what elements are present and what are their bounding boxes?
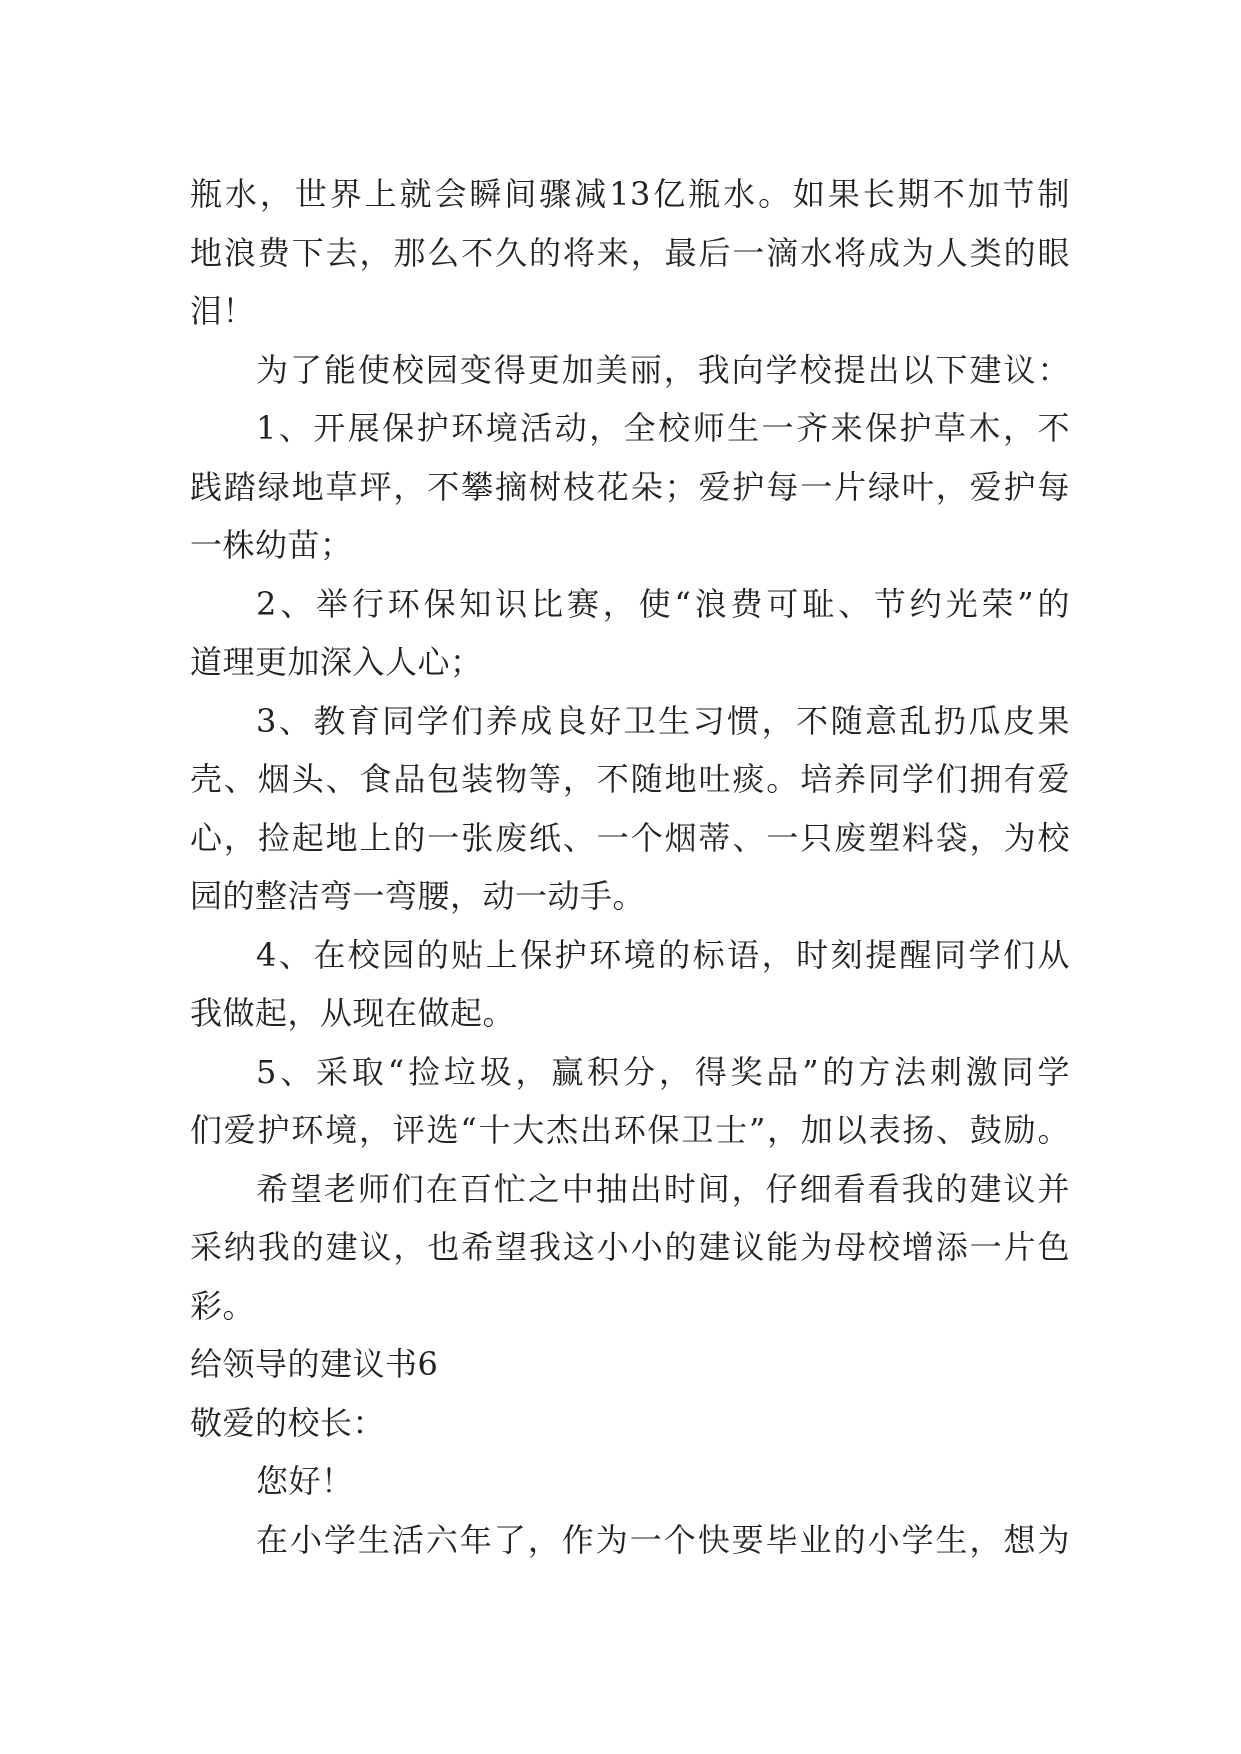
text-line: 道理更加深入人心； <box>190 643 483 681</box>
text-line: 一株幼苗； <box>190 526 353 564</box>
text-line: 壳、烟头、食品包装物等，不随地吐痰。培养同学们拥有爱 <box>190 760 1070 798</box>
salutation: 敬爱的校长： <box>190 1403 386 1442</box>
text-line: 们爱护环境，评选“十大杰出环保卫士”，加以表扬、鼓励。 <box>190 1111 1070 1149</box>
suggestion-4-line: 4、在校园的贴上保护环境的标语，时刻提醒同学们从 <box>256 935 1070 974</box>
text-line: 希望老师们在百忙之中抽出时间，仔细看看我的建议并 <box>256 1169 1070 1208</box>
section-heading: 给领导的建议书6 <box>190 1345 439 1383</box>
text-line: 心，捡起地上的一张废纸、一个烟蒂、一只废塑料袋，为校 <box>190 818 1070 857</box>
suggestion-1-line: 1、开展保护环境活动，全校师生一齐来保护草木，不 <box>256 409 1070 447</box>
text-line: 践踏绿地草坪，不攀摘树枝花朵；爱护每一片绿叶，爱护每 <box>190 467 1070 506</box>
text-line: 地浪费下去，那么不久的将来，最后一滴水将成为人类的眼 <box>190 233 1070 272</box>
text-line: 为了能使校园变得更加美丽，我向学校提出以下建议： <box>256 350 1070 389</box>
text-line: 我做起，从现在做起。 <box>190 994 516 1032</box>
text-line: 泪！ <box>190 292 256 330</box>
greeting: 您好！ <box>256 1462 354 1500</box>
text-line: 瓶水，世界上就会瞬间骤减13亿瓶水。如果长期不加节制 <box>190 175 1070 213</box>
suggestion-2-line: 2、举行环保知识比赛，使“浪费可耻、节约光荣”的 <box>256 584 1070 623</box>
text-line: 采纳我的建议，也希望我这小小的建议能为母校增添一片色 <box>190 1228 1070 1266</box>
suggestion-5-line: 5、采取“捡垃圾，赢积分，得奖品”的方法刺激同学 <box>256 1052 1070 1091</box>
text-line: 在小学生活六年了，作为一个快要毕业的小学生，想为 <box>256 1520 1070 1559</box>
text-line: 园的整洁弯一弯腰，动一动手。 <box>190 877 646 915</box>
text-line: 彩。 <box>190 1286 256 1325</box>
suggestion-3-line: 3、教育同学们养成良好卫生习惯，不随意乱扔瓜皮果 <box>256 701 1070 740</box>
document-body <box>190 165 1070 1569</box>
